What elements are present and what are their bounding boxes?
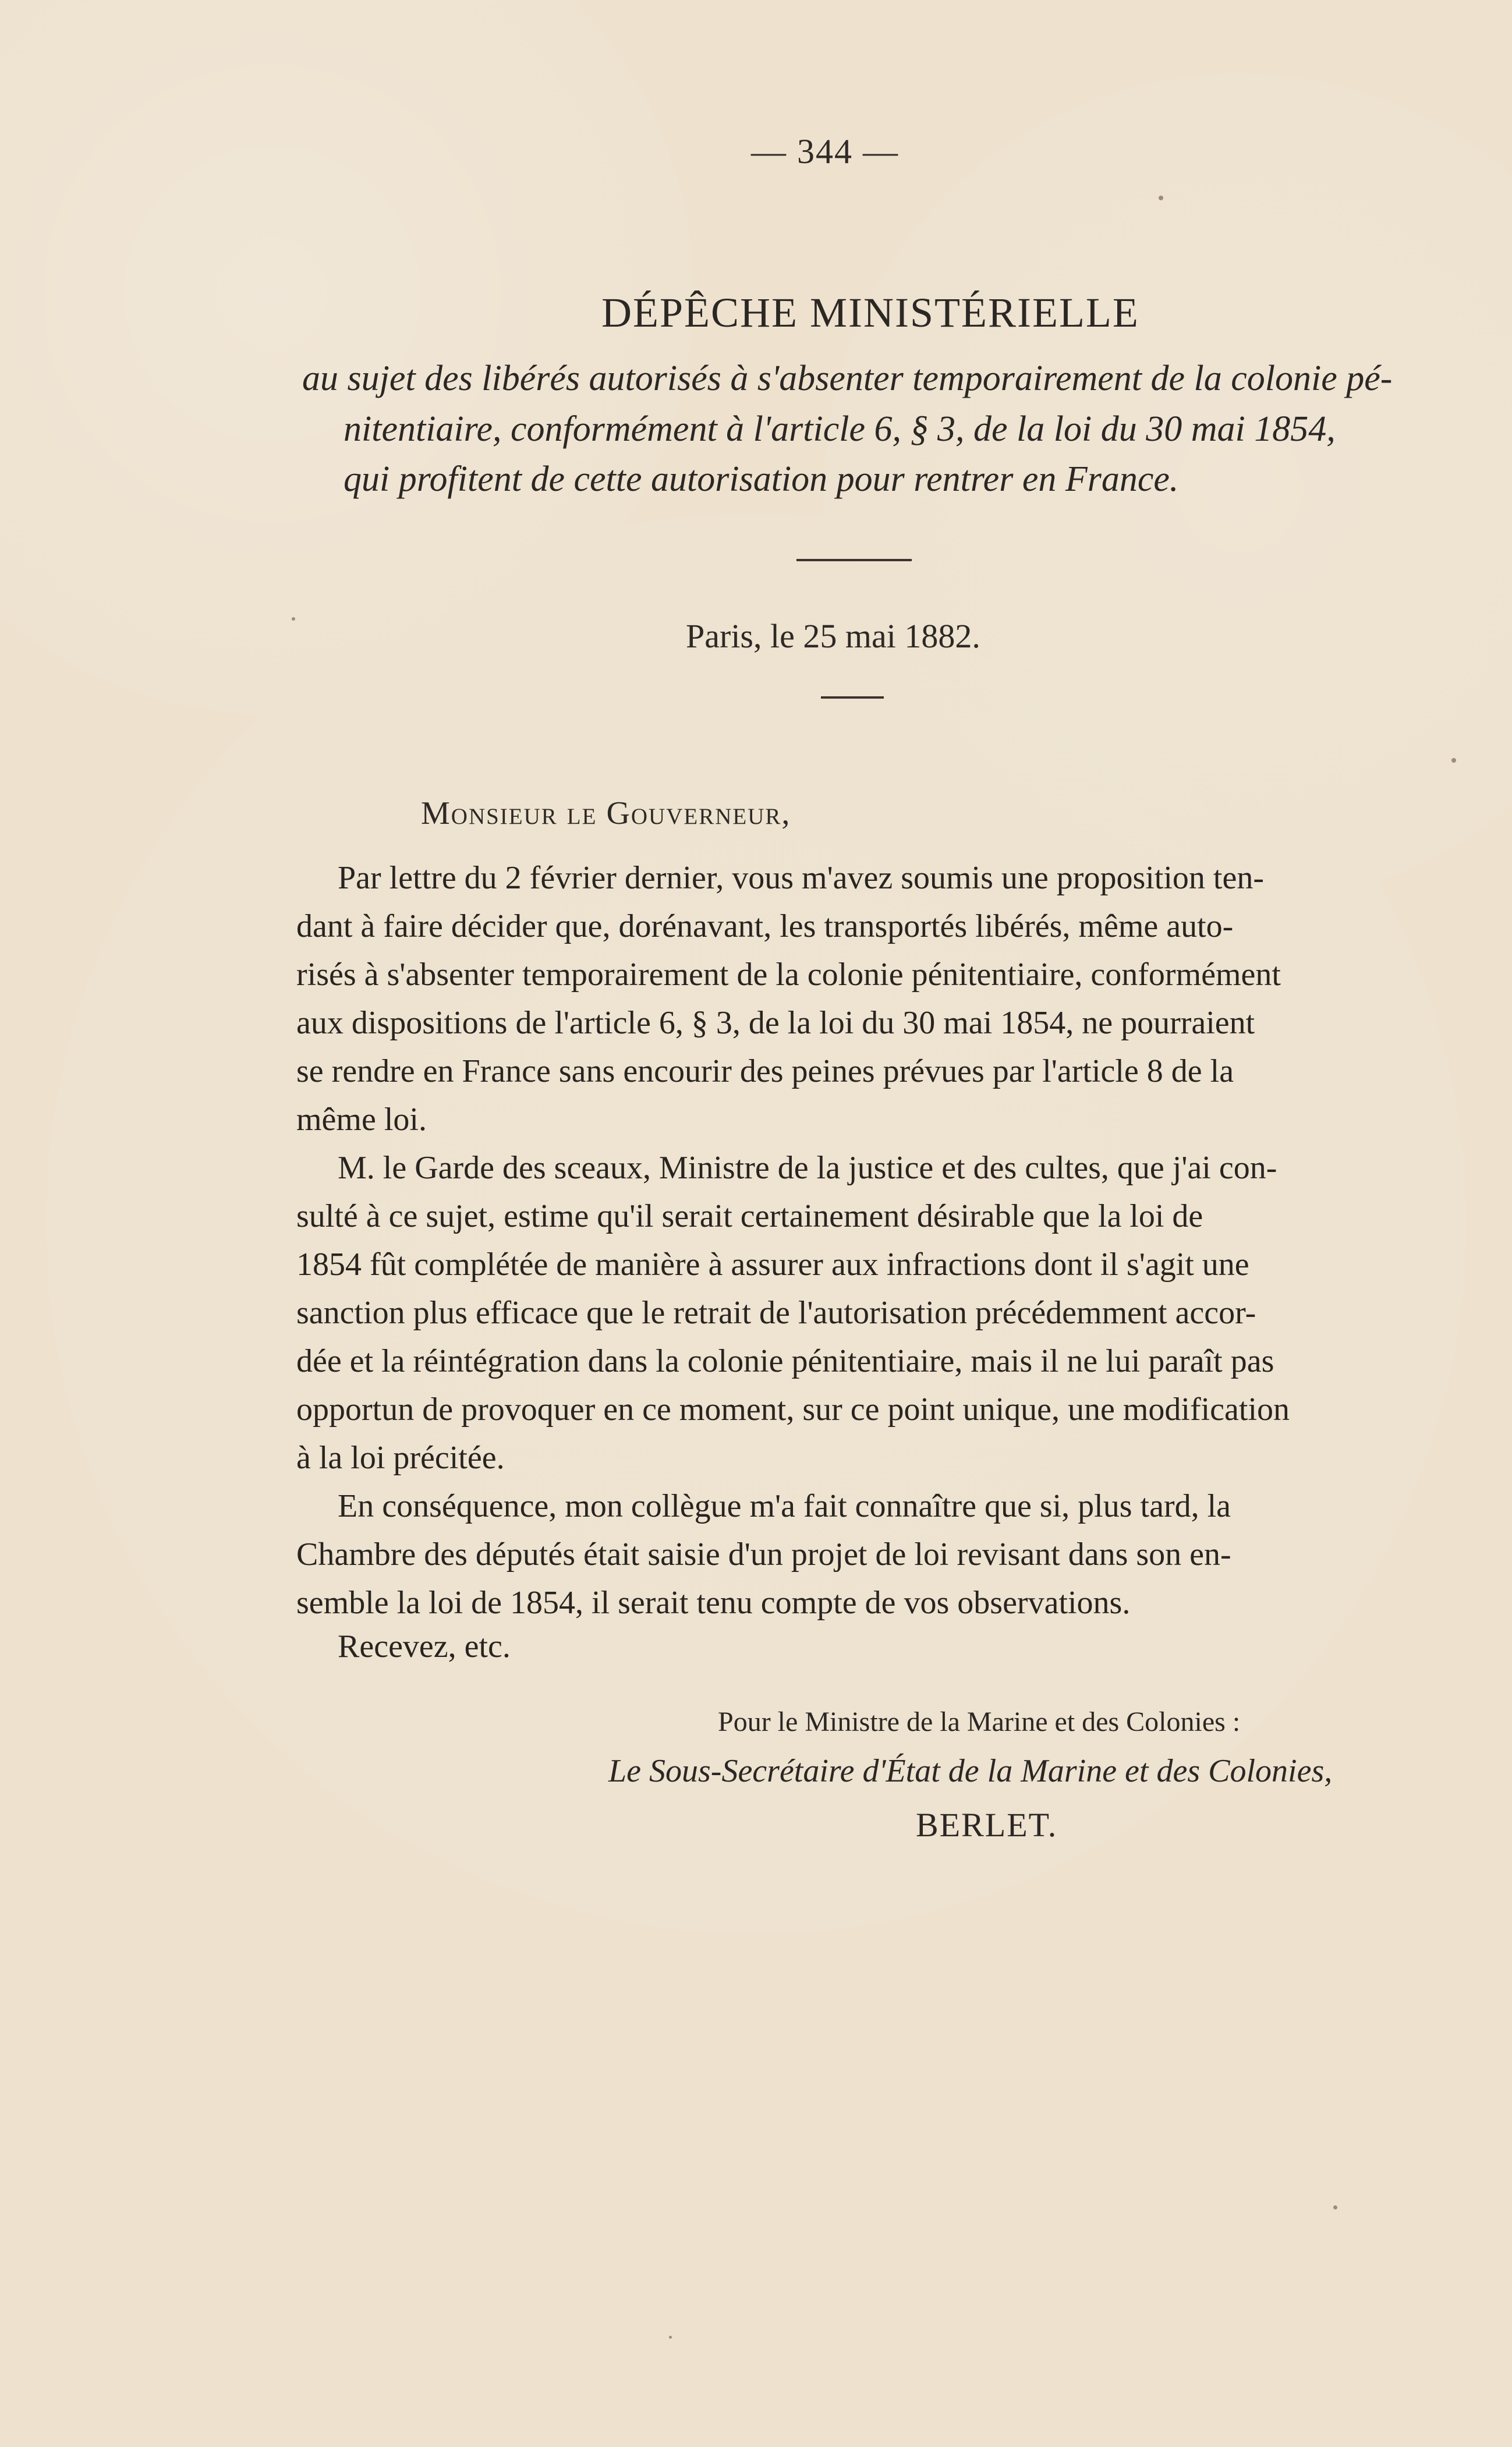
- divider-rule: [796, 559, 912, 561]
- paper-speck: [1159, 196, 1163, 200]
- subtitle-line-1: au sujet des libérés autorisés à s'absenter temporairement de la colonie pé-: [302, 359, 1393, 398]
- paragraph-2-line-4: sanction plus efficace que le retrait de l'autorisation précédemment accor-: [296, 1295, 1256, 1331]
- paragraph-1-line-2: dant à faire décider que, dorénavant, les transportés libérés, même auto-: [296, 908, 1234, 944]
- paragraph-2-line-3: 1854 fût complétée de manière à assurer aux infractions dont il s'agit une: [296, 1246, 1249, 1283]
- paragraph-2-line-5: dée et la réintégration dans la colonie pénitentiaire, mais il ne lui paraît pas: [296, 1343, 1274, 1379]
- paragraph-3-line-3: semble la loi de 1854, il serait tenu compte de vos observations.: [296, 1585, 1131, 1621]
- paragraph-1-line-4: aux dispositions de l'article 6, § 3, de la loi du 30 mai 1854, ne pourraient: [296, 1005, 1255, 1041]
- salutation: Monsieur le Gouverneur,: [421, 795, 791, 831]
- page-number: — 344 —: [751, 132, 899, 171]
- paragraph-1-line-1: Par lettre du 2 février dernier, vous m'avez soumis une proposition ten-: [338, 860, 1264, 896]
- signature-name: BERLET.: [916, 1806, 1058, 1844]
- paragraph-2-line-1: M. le Garde des sceaux, Ministre de la justice et des cultes, que j'ai con-: [338, 1150, 1277, 1186]
- paragraph-1-line-6: même loi.: [296, 1102, 427, 1138]
- closing-line: Recevez, etc.: [338, 1628, 511, 1665]
- paragraph-2-line-6: opportun de provoquer en ce moment, sur ce point unique, une modification: [296, 1391, 1290, 1428]
- subtitle-line-3: qui profitent de cette autorisation pour rentrer en France.: [344, 459, 1179, 499]
- paragraph-3-line-2: Chambre des députés était saisie d'un projet de loi revisant dans son en-: [296, 1536, 1231, 1573]
- subtitle-line-2: nitentiaire, conformément à l'article 6, § 3, de la loi du 30 mai 1854,: [344, 409, 1336, 449]
- paper-speck: [669, 2336, 672, 2339]
- paragraph-2-line-7: à la loi précitée.: [296, 1440, 505, 1476]
- paragraph-2-line-2: sulté à ce sujet, estime qu'il serait certainement désirable que la loi de: [296, 1198, 1203, 1234]
- document-heading: DÉPÊCHE MINISTÉRIELLE: [601, 289, 1139, 336]
- paper-speck: [1333, 2205, 1337, 2209]
- paper-speck: [292, 617, 295, 621]
- place-date: Paris, le 25 mai 1882.: [686, 617, 980, 655]
- divider-rule: [821, 696, 884, 699]
- paper-speck: [1451, 758, 1456, 763]
- paragraph-1-line-5: se rendre en France sans encourir des peines prévues par l'article 8 de la: [296, 1053, 1234, 1089]
- paragraph-3-line-1: En conséquence, mon collègue m'a fait connaître que si, plus tard, la: [338, 1488, 1231, 1524]
- signature-line-2: Le Sous-Secrétaire d'État de la Marine et des Colonies,: [608, 1753, 1333, 1789]
- signature-line-1: Pour le Ministre de la Marine et des Colonies :: [718, 1706, 1241, 1737]
- paragraph-1-line-3: risés à s'absenter temporairement de la colonie pénitentiaire, conformément: [296, 957, 1281, 993]
